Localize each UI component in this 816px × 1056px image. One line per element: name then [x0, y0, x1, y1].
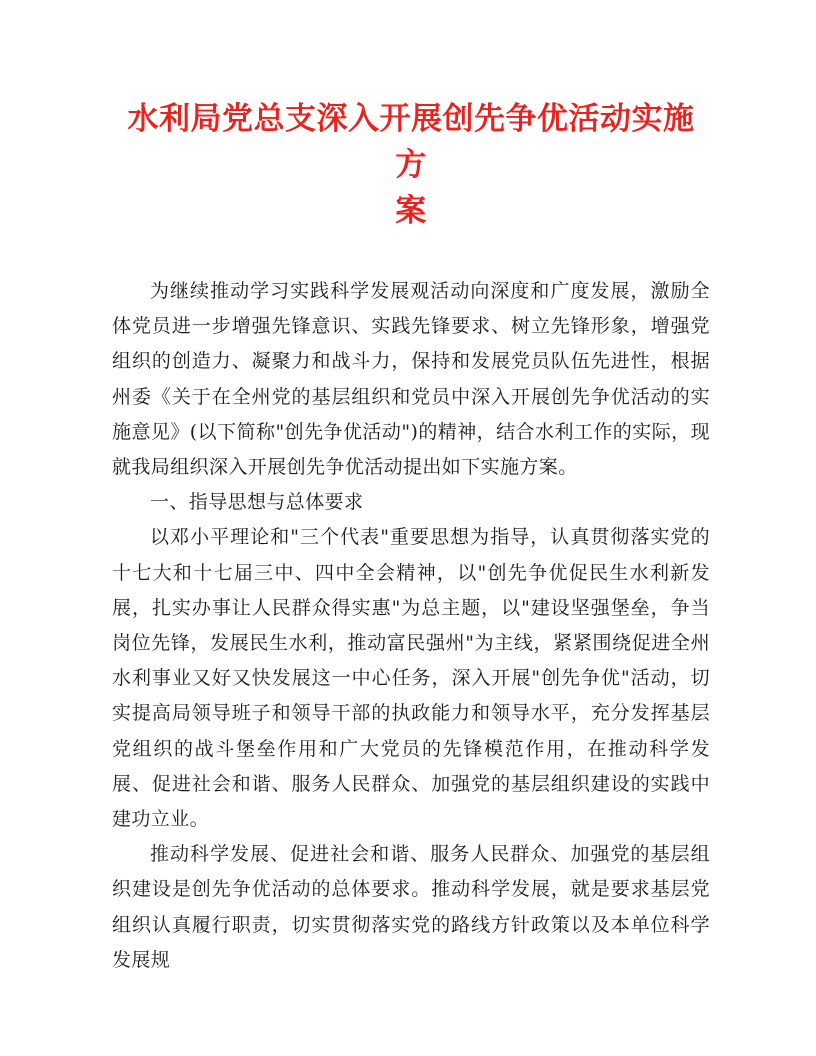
- title-line-1: 水利局党总支深入开展创先争优活动实施方: [127, 101, 695, 183]
- section-heading-1: 一、指导思想与总体要求: [150, 491, 364, 514]
- document-title: [112, 96, 710, 234]
- paragraph-intro: 为继续推动学习实践科学发展观活动向深度和广度发展，激励全体党员进一步增强先锋意识、实践先锋要求、树立先锋形象，增强党组织的创造力、凝聚力和战斗力，保持和发展党员队伍先进性，根据州委《关于在全州党的基层组织和党员中深入开展创先争优活动的实施意见》(以下简称"创先争优活动")的精神，结合水利工作的实际，现就我局组织深入开展创先争优活动提出如下实施方案。: [112, 280, 710, 479]
- paragraph-guiding-thought: 以邓小平理论和"三个代表"重要思想为指导，认真贯彻落实党的十七大和十七届三中、四中全会精神，以"创先争优促民生水利新发展，扎实办事让人民群众得实惠"为总主题，以"建设坚强堡垒，争当岗位先锋，发展民生水利，推动富民强州"为主线，紧紧围绕促进全州水利事业又好又快发展这一中心任务，深入开展"创先争优"活动，切实提高局领导班子和领导干部的执政能力和领导水平，充分发挥基层党组织的战斗堡垒作用和广大党员的先锋模范作用，在推动科学发展、促进社会和谐、服务人民群众、加强党的基层组织建设的实践中建功立业。: [112, 526, 710, 831]
- title-line-2: 案: [395, 193, 427, 229]
- document-body: [112, 274, 710, 978]
- paragraph-overall-requirements: 推动科学发展、促进社会和谐、服务人民群众、加强党的基层组织建设是创先争优活动的总体要求。推动科学发展，就是要求基层党组织认真履行职责，切实贯彻落实党的路线方针政策以及本单位科学发展规: [112, 843, 710, 971]
